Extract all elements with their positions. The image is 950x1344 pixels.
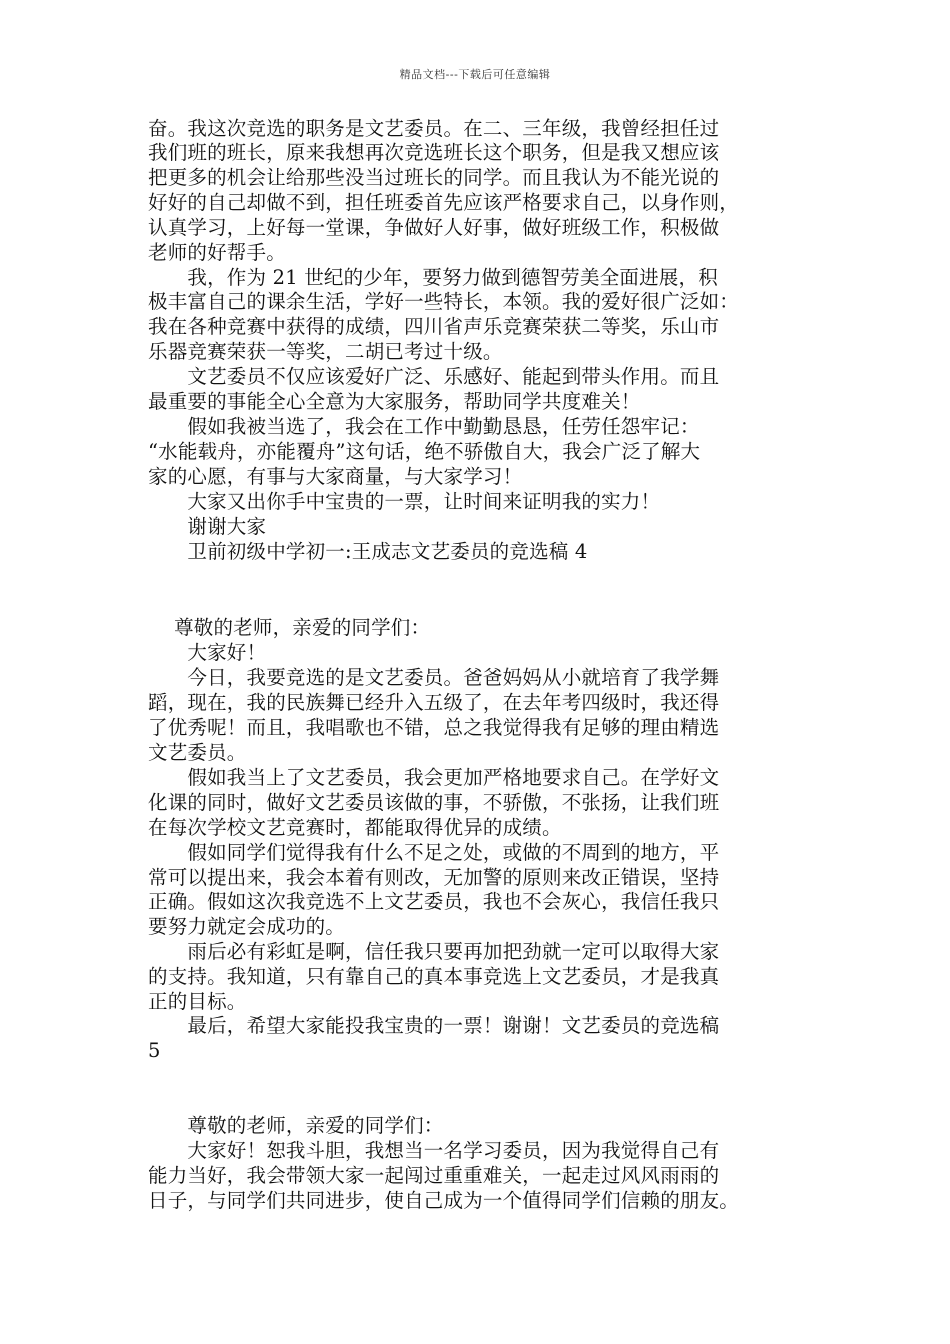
text-line: 认真学习，上好每一堂课，争做好人好事，做好班级工作，积极做: [148, 216, 720, 239]
text-line: 5: [148, 1039, 161, 1062]
text-line: 的支持。我知道，只有靠自己的真本事竞选上文艺委员，才是我真: [148, 965, 720, 988]
text-line: 最重要的事能全心全意为大家服务，帮助同学共度难关！: [148, 390, 641, 413]
text-line: 正的目标。: [148, 990, 247, 1013]
text-line: 我，作为 21 世纪的少年，要努力做到德智劳美全面进展，积: [148, 266, 718, 289]
text-line: 文艺委员。: [148, 741, 247, 764]
text-line: 奋。我这次竞选的职务是文艺委员。在二、三年级，我曾经担任过: [148, 117, 720, 140]
text-line: “水能载舟，亦能覆舟”这句话，绝不骄傲自大，我会广泛了解大: [148, 440, 701, 463]
text-line: 在每次学校文艺竞赛时，都能取得优异的成绩。: [148, 816, 562, 839]
text-line: 大家又出你手中宝贵的一票，让时间来证明我的实力！: [148, 490, 661, 513]
text-line: 正确。假如这次我竞选不上文艺委员，我也不会灰心，我信任我只: [148, 890, 720, 913]
text-line: 谢谢大家: [148, 515, 267, 538]
text-line: 极丰富自己的课余生活，学好一些特长，本领。我的爱好很广泛如：: [148, 290, 740, 313]
text-line: 尊敬的老师，亲爱的同学们：: [148, 616, 431, 639]
text-line: 今日，我要竞选的是文艺委员。爸爸妈妈从小就培育了我学舞: [148, 666, 720, 689]
text-line: 最后，希望大家能投我宝贵的一票！谢谢！文艺委员的竞选稿: [148, 1014, 720, 1037]
text-line: 尊敬的老师，亲爱的同学们：: [148, 1114, 444, 1137]
text-line: 雨后必有彩虹是啊，信任我只要再加把劲就一定可以取得大家: [148, 940, 720, 963]
text-line: 家的心愿，有事与大家商量，与大家学习！: [148, 465, 523, 488]
text-line: 好好的自己却做不到，担任班委首先应该严格要求自己，以身作则，: [148, 191, 740, 214]
text-line: 我们班的班长，原来我想再次竞选班长这个职务，但是我又想应该: [148, 141, 720, 164]
text-line: 乐器竞赛荣获一等奖，二胡已考过十级。: [148, 340, 503, 363]
text-line: 假如我当上了文艺委员，我会更加严格地要求自己。在学好文: [148, 766, 720, 789]
text-line: 大家好！: [148, 641, 267, 664]
text-line: 老师的好帮手。: [148, 241, 286, 264]
text-line: 假如我被当选了，我会在工作中勤勤恳恳，任劳任怨牢记：: [148, 415, 700, 438]
page-header: 精品文档---下载后可任意编辑: [399, 68, 551, 81]
text-line: 日子，与同学们共同进步，使自己成为一个值得同学们信赖的朋友。: [148, 1189, 740, 1212]
text-line: 化课的同时，做好文艺委员该做的事，不骄傲，不张扬，让我们班: [148, 791, 720, 814]
text-line: 把更多的机会让给那些没当过班长的同学。而且我认为不能光说的: [148, 166, 720, 189]
text-line: 文艺委员不仅应该爱好广泛、乐感好、能起到带头作用。而且: [148, 365, 720, 388]
text-line: 蹈，现在，我的民族舞已经升入五级了，在去年考四级时，我还得: [148, 691, 720, 714]
text-line: 卫前初级中学初一:王成志文艺委员的竞选稿 4: [148, 540, 588, 563]
text-line: 假如同学们觉得我有什么不足之处，或做的不周到的地方，平: [148, 841, 720, 864]
text-line: 大家好！恕我斗胆，我想当一名学习委员，因为我觉得自己有: [148, 1139, 720, 1162]
text-line: 我在各种竞赛中获得的成绩，四川省声乐竞赛荣获二等奖，乐山市: [148, 315, 720, 338]
text-line: 要努力就定会成功的。: [148, 915, 346, 938]
text-line: 了优秀呢！而且，我唱歌也不错，总之我觉得我有足够的理由精选: [148, 716, 720, 739]
text-line: 常可以提出来，我会本着有则改，无加警的原则来改正错误，坚持: [148, 866, 720, 889]
text-line: 能力当好，我会带领大家一起闯过重重难关，一起走过风风雨雨的: [148, 1164, 720, 1187]
